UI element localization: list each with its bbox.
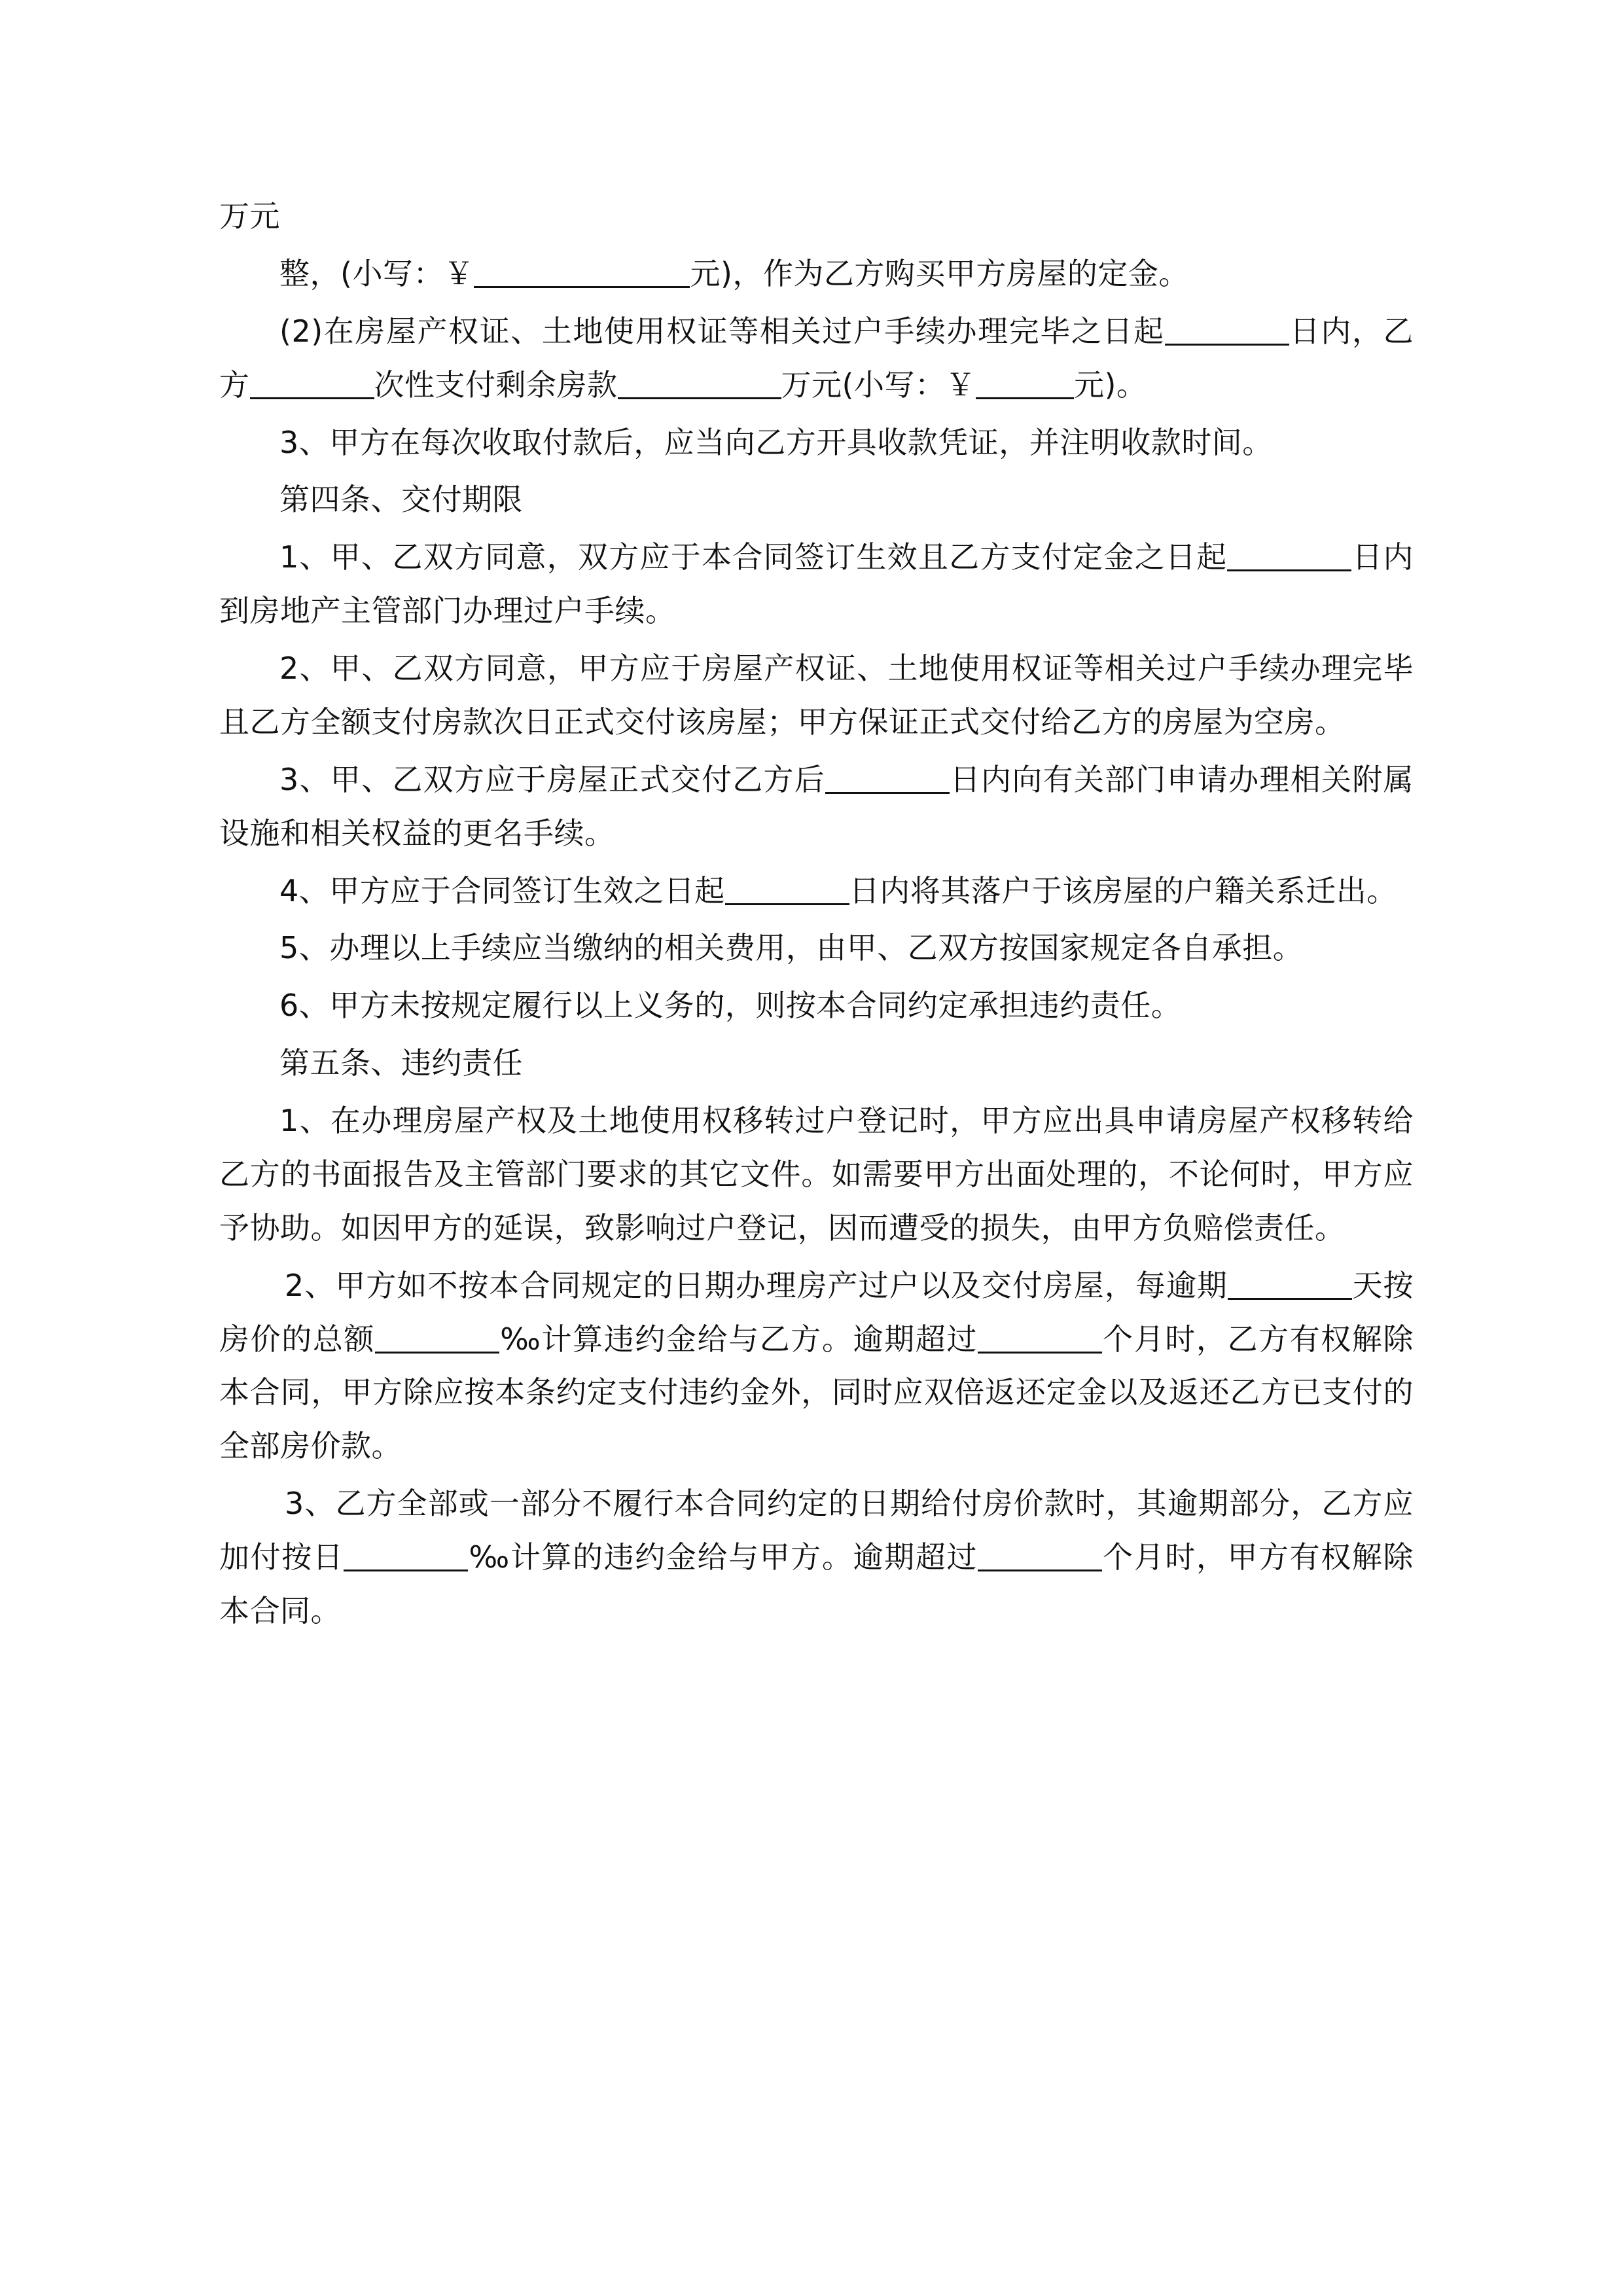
text-a4i4-part1: 4、甲方应于合同签订生效之日起 bbox=[279, 872, 725, 908]
text-a5i1: 1、在办理房屋产权及土地使用权移转过户登记时，甲方应出具申请房屋产权移转给乙方的书面报告及主管部门要求的其它文件。如需要甲方出面处理的，不论何时，甲方应予协助。如因甲方的延误，致影响过户登记，因而遭受的损失，由甲方负赔偿责任。 bbox=[219, 1103, 1414, 1246]
blank-rename-days[interactable] bbox=[825, 762, 950, 794]
text-a4i6: 6、甲方未按规定履行以上义务的，则按本合同约定承担违约责任。 bbox=[279, 988, 1182, 1024]
text-item2-part3: 次性支付剩余房款 bbox=[374, 367, 618, 403]
blank-overdue-days[interactable] bbox=[1228, 1268, 1352, 1300]
document-body bbox=[219, 190, 1414, 1638]
text-a5i2-part3: ‰计算违约金给与乙方。逾期超过 bbox=[499, 1321, 978, 1357]
section-title-article5 bbox=[219, 1037, 1414, 1090]
blank-penalty-permille-seller[interactable] bbox=[375, 1321, 499, 1354]
paragraph-article5-item1 bbox=[219, 1094, 1414, 1255]
text-a4i5: 5、办理以上手续应当缴纳的相关费用，由甲、乙双方按国家规定各自承担。 bbox=[279, 930, 1304, 966]
blank-installment-count[interactable] bbox=[250, 367, 374, 399]
text-item2-part5: 元)。 bbox=[1073, 367, 1147, 403]
blank-deposit-amount[interactable] bbox=[474, 256, 690, 288]
text-item2-part4: 万元(小写：￥ bbox=[781, 367, 976, 403]
text-article4-title: 第四条、交付期限 bbox=[279, 482, 523, 518]
paragraph-article5-item2 bbox=[219, 1259, 1414, 1474]
text-a4i3-part1: 3、甲、乙双方应于房屋正式交付乙方后 bbox=[279, 761, 826, 797]
text-a5i3-part2: ‰计算的违约金给与甲方。逾期超过 bbox=[468, 1539, 978, 1575]
paragraph-article4-item5 bbox=[219, 922, 1414, 975]
text-a5i3-part3: 个月时，甲方有权解除本合同。 bbox=[219, 1539, 1414, 1628]
text-deposit-suffix: 元)，作为乙方购买甲方房屋的定金。 bbox=[690, 255, 1189, 291]
text-a4i2: 2、甲、乙双方同意，甲方应于房屋产权证、土地使用权证等相关过户手续办理完毕且乙方全额支付房款次日正式交付该房屋；甲方保证正式交付给乙方的房屋为空房。 bbox=[219, 651, 1414, 740]
paragraph-article4-item3 bbox=[219, 753, 1414, 861]
paragraph-deposit-amount bbox=[219, 247, 1414, 301]
paragraph-article4-item1 bbox=[219, 531, 1414, 638]
blank-overdue-months-seller[interactable] bbox=[978, 1321, 1102, 1354]
text-a4i1-part1: 1、甲、乙双方同意，双方应于本合同签订生效且乙方支付定金之日起 bbox=[279, 539, 1228, 575]
paragraph-item-2 bbox=[219, 305, 1414, 412]
text-a5i3-part1: 3、乙方全部或一部分不履行本合同约定的日期给付房价款时，其逾期部分，乙方应加付按日 bbox=[219, 1486, 1414, 1575]
blank-remaining-amount-numeric[interactable] bbox=[976, 367, 1074, 399]
text-clause3-receipt: 3、甲方在每次收取付款后，应当向乙方开具收款凭证，并注明收款时间。 bbox=[279, 424, 1273, 460]
text-a5i2-part4: 个月时，乙方有权解除本合同，甲方除应按本条约定支付违约金外，同时应双倍返还定金以及返还乙方已支付的全部房价款。 bbox=[219, 1321, 1414, 1464]
text-amount-unit: 万元 bbox=[219, 198, 280, 234]
paragraph-article4-item6 bbox=[219, 979, 1414, 1033]
text-a5i2-part1: 2、甲方如不按本合同规定的日期办理房产过户以及交付房屋，每逾期 bbox=[285, 1267, 1228, 1303]
text-a4i3-part2: 日内向有关部门申请办理相关附属设施和相关权益的更名手续。 bbox=[219, 761, 1414, 851]
text-a5i2-part2: 天按房价的总额 bbox=[219, 1267, 1414, 1357]
text-a4i1-part2: 日内到房地产主管部门办理过户手续。 bbox=[219, 539, 1414, 629]
blank-transfer-days[interactable] bbox=[1227, 539, 1351, 571]
blank-days-after-transfer[interactable] bbox=[1165, 314, 1289, 346]
text-item2-part1: (2)在房屋产权证、土地使用权证等相关过户手续办理完毕之日起 bbox=[279, 313, 1165, 349]
blank-overdue-months-buyer[interactable] bbox=[978, 1539, 1102, 1571]
text-deposit-prefix: 整，(小写：￥ bbox=[279, 255, 474, 291]
blank-remaining-amount[interactable] bbox=[618, 367, 781, 399]
paragraph-clause3-receipt bbox=[219, 416, 1414, 470]
blank-penalty-permille-buyer[interactable] bbox=[344, 1539, 468, 1571]
text-item2-part2: 日内，乙方 bbox=[219, 313, 1414, 403]
blank-hukou-days[interactable] bbox=[725, 873, 849, 905]
paragraph-article4-item2 bbox=[219, 642, 1414, 749]
section-title-article4 bbox=[219, 473, 1414, 527]
text-article5-title: 第五条、违约责任 bbox=[279, 1045, 523, 1081]
paragraph-article5-item3 bbox=[219, 1477, 1414, 1638]
text-a4i4-part2: 日内将其落户于该房屋的户籍关系迁出。 bbox=[849, 872, 1397, 908]
paragraph-article4-item4 bbox=[219, 865, 1414, 918]
paragraph-amount-unit bbox=[219, 190, 1414, 243]
